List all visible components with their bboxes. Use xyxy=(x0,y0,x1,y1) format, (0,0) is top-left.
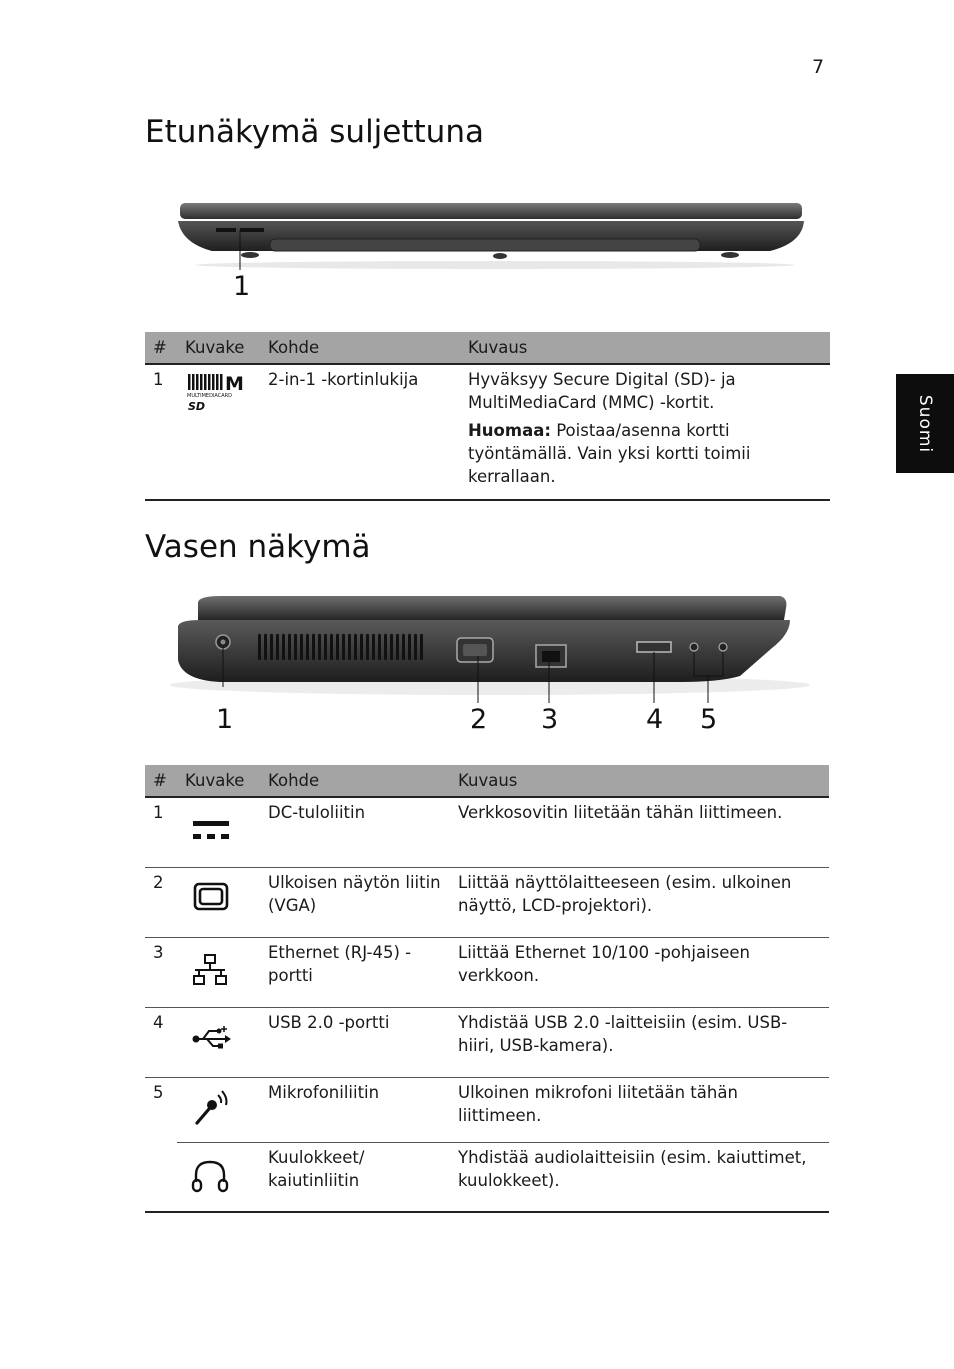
row-number: 3 xyxy=(145,937,177,1007)
page-number: 7 xyxy=(812,56,825,78)
microphone-icon xyxy=(185,1089,231,1129)
col-header-item: Kohde xyxy=(260,765,450,797)
row-note xyxy=(468,419,822,488)
table-header-row xyxy=(145,332,830,364)
row-icon-cell xyxy=(177,797,260,867)
ethernet-icon xyxy=(185,953,231,989)
row-description: Liittää näyttölaitteeseen (esim. ulkoinen näyttö, LCD-projektori). xyxy=(450,867,829,937)
row-number xyxy=(145,1142,177,1212)
row-number: 1 xyxy=(145,364,177,500)
headphones-icon xyxy=(185,1156,231,1196)
col-header-number: # xyxy=(145,332,177,364)
front-view-table xyxy=(145,332,830,501)
sd-logo-text: SD xyxy=(188,400,206,412)
row-description: Yhdistää USB 2.0 -laitteisiin (esim. USB-hiiri, USB-kamera). xyxy=(450,1007,829,1077)
table-row xyxy=(145,937,829,1007)
note-label: Huomaa: xyxy=(468,421,551,440)
table-header-row xyxy=(145,765,829,797)
row-icon-cell xyxy=(177,1142,260,1212)
row-icon-cell xyxy=(177,1007,260,1077)
dc-power-icon xyxy=(185,811,231,851)
col-header-icon: Kuvake xyxy=(177,765,260,797)
laptop-left-illustration xyxy=(160,590,820,705)
callout-left-5: 5 xyxy=(700,704,718,735)
note-text: Poistaa/asenna kortti työntämällä. Vain yksi kortti toimii kerrallaan. xyxy=(468,421,751,486)
col-header-description: Kuvaus xyxy=(450,765,829,797)
row-number: 4 xyxy=(145,1007,177,1077)
left-view-table xyxy=(145,765,829,1213)
laptop-front-illustration xyxy=(170,195,815,275)
row-item: USB 2.0 -portti xyxy=(260,1007,450,1077)
table-row xyxy=(145,1142,829,1212)
mmc-logo-text: MULTIMEDIACARD xyxy=(187,393,232,399)
col-header-number: # xyxy=(145,765,177,797)
row-icon-cell xyxy=(177,1077,260,1142)
mmc-logo-letter: M xyxy=(225,373,244,395)
callout-left-4: 4 xyxy=(646,704,664,735)
row-item: Kuulokkeet/ kaiutinliitin xyxy=(260,1142,450,1212)
callout-front-1: 1 xyxy=(233,271,251,302)
row-description-text: Hyväksyy Secure Digital (SD)- ja MultiMediaCard (MMC) -kortit. xyxy=(468,370,736,412)
row-icon-cell xyxy=(177,937,260,1007)
section-title-front: Etunäkymä suljettuna xyxy=(145,114,484,150)
col-header-item: Kohde xyxy=(260,332,460,364)
callout-left-1: 1 xyxy=(216,704,234,735)
callout-left-3: 3 xyxy=(541,704,559,735)
row-description: Liittää Ethernet 10/100 -pohjaiseen verkkoon. xyxy=(450,937,829,1007)
table-row xyxy=(145,867,829,937)
row-item: 2-in-1 -kortinlukija xyxy=(260,364,460,500)
callout-left-2: 2 xyxy=(470,704,488,735)
language-tab xyxy=(896,374,954,473)
table-row xyxy=(145,364,830,500)
col-header-icon: Kuvake xyxy=(177,332,260,364)
language-tab-label: Suomi xyxy=(915,394,935,453)
row-item: DC-tuloliitin xyxy=(260,797,450,867)
sd-mmc-card-icon xyxy=(185,368,249,412)
row-icon-cell xyxy=(177,867,260,937)
col-header-description: Kuvaus xyxy=(460,332,830,364)
row-number: 1 xyxy=(145,797,177,867)
row-number: 5 xyxy=(153,1082,164,1102)
row-description: Ulkoinen mikrofoni liitetään tähän liittimeen. xyxy=(450,1077,829,1142)
vga-port-icon xyxy=(185,881,231,915)
section-title-left: Vasen näkymä xyxy=(145,529,371,565)
table-row xyxy=(145,1077,829,1142)
row-description: Yhdistää audiolaitteisiin (esim. kaiuttimet, kuulokkeet). xyxy=(450,1142,829,1212)
row-item: Ethernet (RJ-45) -portti xyxy=(260,937,450,1007)
table-row xyxy=(145,797,829,867)
row-item: Mikrofoniliitin xyxy=(260,1077,450,1142)
usb-icon xyxy=(185,1023,231,1055)
row-icon-cell xyxy=(177,364,260,500)
row-description: Verkkosovitin liitetään tähän liittimeen. xyxy=(450,797,829,867)
row-description xyxy=(460,364,830,500)
row-number: 2 xyxy=(145,867,177,937)
row-item: Ulkoisen näytön liitin (VGA) xyxy=(260,867,450,937)
table-row xyxy=(145,1007,829,1077)
